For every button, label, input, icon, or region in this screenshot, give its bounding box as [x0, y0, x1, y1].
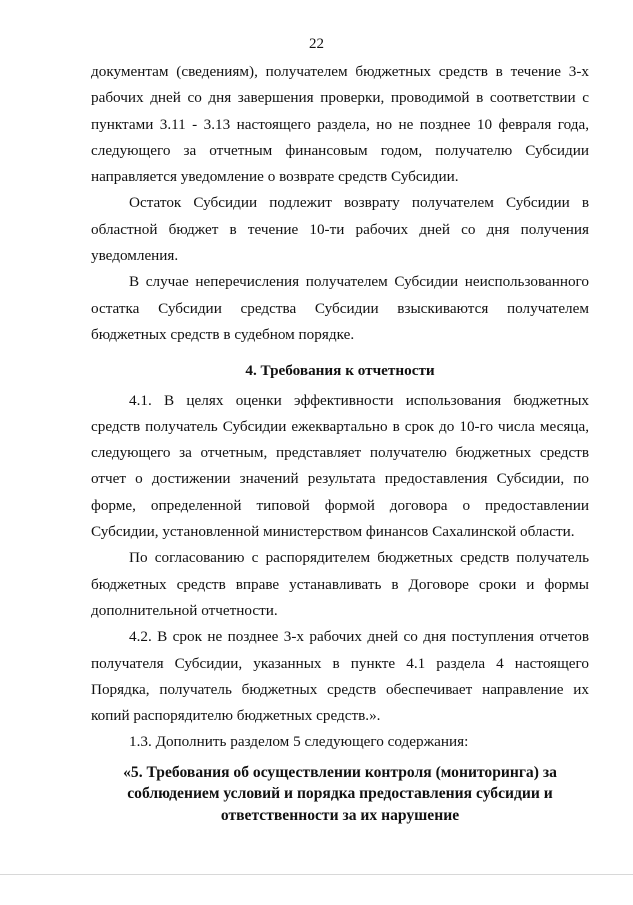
- paragraph-4-2: 4.2. В срок не позднее 3-х рабочих дней со дня поступления отчетов получателя Субсидии, указанных в пункте 4.1 раздела 4 настоящего Порядка, получатель бюджетных средств обеспечивает направление их копий распорядителю бюджетных средств.».: [91, 628, 589, 725]
- document-body: [91, 59, 589, 826]
- paragraph-additional-reporting: По согласованию с распорядителем бюджетных средств получатель бюджетных средств вправе устанавливать в Договоре сроки и формы дополнительной отчетности.: [91, 549, 589, 619]
- paragraph-subsidy-remainder: Остаток Субсидии подлежит возврату получателем Субсидии в областной бюджет в течение 10-ти рабочих дней со дня получения уведомления.: [91, 194, 589, 265]
- page-number: 22: [309, 36, 324, 52]
- paragraph-1-3: 1.3. Дополнить разделом 5 следующего содержания:: [129, 733, 469, 751]
- section-heading-reporting: 4. Требования к отчетности: [245, 362, 435, 380]
- paragraph-court-recovery: В случае неперечисления получателем Субсидии неиспользованного остатка Субсидии средства Субсидии взыскиваются получателем бюджетных средств в судебном порядке.: [91, 273, 589, 343]
- section-heading-control: «5. Требования об осуществлении контроля (мониторинга) за соблюдением условий и порядка предоставления субсидии и ответственности за их нарушение: [123, 763, 557, 824]
- paragraph-refund-notice: документам (сведениям), получателем бюджетных средств в течение 3-х рабочих дней со дня завершения проверки, проводимой в соответствии с пунктами 3.11 - 3.13 настоящего раздела, но не позднее 10 февраля года, следующего за отчетным финансовым годом, получателю Субсидии направляется уведомление о возврате средств Субсидии.: [91, 63, 589, 186]
- scan-artifact-line: [0, 874, 633, 875]
- paragraph-4-1: 4.1. В целях оценки эффективности использования бюджетных средств получатель Субсидии ежеквартально в срок до 10-го числа месяца, следующего за отчетным, представляет получателю бюджетных средств отчет о достижении значений результата предоставления Субсидии, по форме, определенной типовой формой договора о предоставлении Субсидии, установленной министерством финансов Сахалинской области.: [91, 391, 589, 541]
